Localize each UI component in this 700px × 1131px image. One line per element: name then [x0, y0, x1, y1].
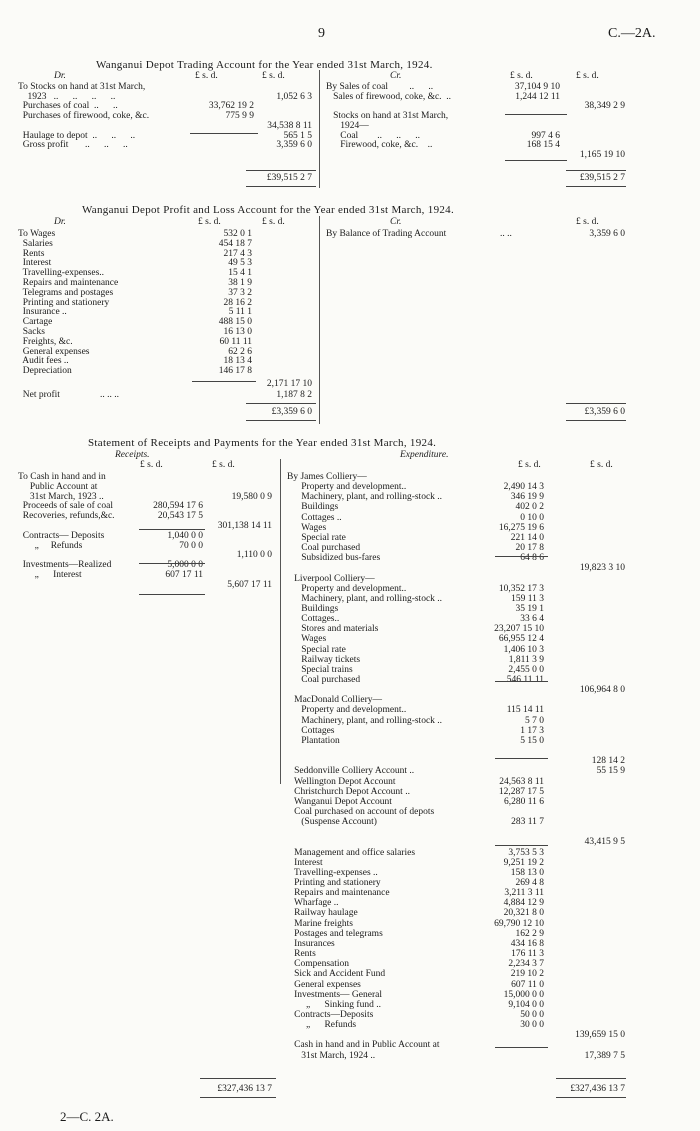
row-amount-b: 5,607 17 11 — [227, 579, 272, 590]
pl-item-value: 62 2 6 — [228, 346, 252, 357]
pl-item-label: Insurance .. — [18, 307, 67, 318]
rule — [246, 403, 316, 404]
pl-item-value: 37 3 2 — [228, 287, 252, 298]
row-label: Cottages — [287, 725, 335, 736]
row-label: Insurances — [287, 938, 335, 949]
rule — [246, 186, 316, 187]
row-amount-a: 607 17 11 — [165, 570, 203, 580]
row-label: Recoveries, refunds,&c. — [18, 511, 115, 522]
stmt-divider — [280, 459, 281, 784]
row-amount-a: 1,040 0 0 — [167, 530, 203, 541]
row-amount-a: 16,275 19 6 — [498, 522, 544, 533]
pl-item-label: Telegrams and postages — [18, 287, 114, 298]
row-amount-a: 1,406 10 3 — [503, 644, 544, 655]
pl-item-label: Freights, &c. — [18, 336, 73, 347]
row-label: Public Account at — [18, 481, 98, 492]
trading-cur-b: £ s. d. — [262, 71, 285, 81]
row-label: Rents — [287, 949, 316, 960]
row-amount-a: 20,321 8 0 — [503, 908, 544, 919]
pl-item-label: Travelling-expenses.. — [18, 268, 105, 279]
row-label: Investments— General — [287, 989, 382, 1000]
row-label: Proceeds of sale of coal — [18, 501, 113, 512]
pl-cr-val: 3,359 6 0 — [589, 229, 625, 239]
pl-cr-dots: .. .. — [500, 229, 512, 239]
rule — [139, 563, 205, 564]
pl-item-label: Audit fees .. — [18, 356, 69, 367]
row-amount-a: 66,955 12 4 — [498, 634, 544, 645]
pl-item-label: Rents — [18, 248, 45, 259]
row-label: Wanganui Depot Account — [287, 796, 392, 807]
pl-item-value: 146 17 8 — [218, 366, 252, 377]
rule — [139, 529, 205, 530]
pl-title: Wanganui Depot Profit and Loss Account for the Year ended 31st March, 1924. — [82, 204, 455, 216]
row-label: Seddonville Colliery Account .. — [287, 766, 415, 777]
rule — [566, 186, 626, 187]
row-amount-a: 1,811 3 9 — [508, 654, 544, 665]
trading-right-total: £39,515 2 7 — [579, 173, 625, 183]
rule — [566, 420, 626, 421]
pl-item-label: Sacks — [18, 327, 45, 337]
row-amount-a: 37,104 9 10 — [514, 82, 560, 92]
rule — [556, 1097, 626, 1098]
row-amount-a: 30 0 0 — [520, 1020, 544, 1031]
row-label: Stocks on hand at 31st March, — [326, 111, 449, 122]
pl-net: 1,187 8 2 — [276, 390, 312, 400]
row-amount-a: 546 11 11 — [506, 675, 544, 685]
row-amount-a: 64 8 6 — [520, 553, 544, 564]
rule — [190, 133, 258, 134]
row-label: Coal purchased on account of depots — [287, 806, 435, 817]
pl-item-label: Salaries — [18, 238, 53, 249]
row-amount-a: 50 0 0 — [520, 1009, 544, 1020]
pl-item-value: 16 13 0 — [223, 327, 252, 337]
pl-item-value: 28 16 2 — [223, 297, 252, 308]
row-amount-a: 3,211 3 11 — [504, 888, 544, 899]
row-label: Sales of firewood, coke, &c. .. — [326, 91, 452, 102]
row-label: Contracts—Deposits — [287, 1009, 374, 1020]
trading-dr: Dr. — [54, 71, 66, 81]
row-amount-a: 23,207 15 10 — [494, 624, 544, 635]
row-amount-a: 402 0 2 — [515, 502, 544, 513]
row-amount-a: 176 11 3 — [511, 949, 544, 960]
footer-signature: 2—C. 2A. — [60, 1109, 114, 1124]
row-amount-a: 607 11 0 — [511, 979, 544, 990]
rule — [495, 845, 548, 846]
rule — [495, 681, 548, 682]
row-amount-b: 128 14 2 — [591, 756, 625, 767]
trading-left-total: £39,515 2 7 — [266, 173, 312, 183]
rule — [495, 758, 548, 759]
row-amount-a: 20,543 17 5 — [157, 511, 203, 522]
row-label: Special rate — [287, 532, 346, 543]
row-label: Special rate — [287, 644, 346, 655]
row-amount-a: 219 10 2 — [510, 969, 544, 980]
row-amount-b: 38,349 2 9 — [584, 101, 625, 112]
rule — [505, 114, 567, 115]
pl-item-value: 15 4 1 — [228, 268, 252, 279]
pl-item-label: Depreciation — [18, 366, 72, 377]
pl-item-value: 18 13 4 — [223, 356, 252, 367]
row-label: Coal purchased — [287, 675, 361, 685]
row-amount-a: 221 14 0 — [510, 532, 544, 543]
row-label: Property and development.. — [287, 482, 407, 493]
pl-item-value: 49 5 3 — [228, 258, 252, 269]
row-amount-a: 20 17 8 — [515, 543, 544, 554]
pl-item-value: 488 15 0 — [218, 317, 252, 328]
row-amount-b: 106,964 8 0 — [579, 685, 625, 696]
row-label: 31st March, 1923 .. — [18, 491, 104, 502]
row-label: Postages and telegrams — [287, 928, 383, 939]
row-label: Cottages.. — [287, 614, 340, 625]
rule — [200, 1078, 276, 1079]
pl-total: £3,359 6 0 — [271, 407, 312, 417]
row-amount-b: 43,415 9 5 — [584, 837, 625, 848]
row-amount-a: 5 7 0 — [525, 715, 544, 726]
row-amount-a: 997 4 6 — [531, 130, 560, 141]
pl-item-value: 5 11 1 — [228, 307, 252, 318]
row-amount-a: 115 14 11 — [506, 705, 544, 716]
row-amount-a: 9,104 0 0 — [508, 999, 544, 1010]
pl-item-label: To Wages — [18, 229, 56, 239]
row-label: Coal .. .. .. — [326, 130, 420, 141]
row-label: Gross profit .. .. .. — [18, 140, 128, 151]
row-label: Marine freights — [287, 918, 353, 929]
pl-cur-c: £ s. d. — [576, 217, 599, 227]
row-amount-a: 33 6 4 — [520, 614, 544, 625]
row-label: Wages — [287, 634, 327, 645]
row-label: Machinery, plant, and rolling-stock .. — [287, 492, 443, 503]
pl-cr-total: £3,359 6 0 — [584, 407, 625, 417]
rule — [246, 420, 316, 421]
row-amount-a: 2,234 3 7 — [508, 959, 544, 970]
row-amount-b: 301,138 14 11 — [217, 521, 272, 531]
row-label: Printing and stationery — [287, 878, 381, 888]
pl-net-label: Net profit — [18, 390, 60, 400]
pl-item-value: 217 4 3 — [223, 248, 252, 259]
row-amount-a: 158 13 0 — [510, 867, 544, 878]
row-amount-b: 19,580 0 9 — [231, 491, 272, 502]
pl-net-dots: .. .. .. — [100, 390, 119, 400]
row-label: Wellington Depot Account — [287, 776, 396, 787]
trading-title: Wanganui Depot Trading Account for the Year ended 31st March, 1924. — [96, 59, 433, 71]
pl-item-label: Cartage — [18, 317, 53, 328]
rec-cur-b: £ s. d. — [212, 460, 235, 470]
row-label: Coal purchased — [287, 543, 361, 554]
pl-subtotal: 2,171 17 10 — [266, 379, 312, 389]
row-label: Interest — [287, 857, 323, 868]
row-label: Compensation — [287, 959, 350, 970]
trading-divider — [319, 70, 320, 188]
row-label: Haulage to depot .. .. .. — [18, 130, 136, 141]
row-amount-b: 139,659 15 0 — [575, 1030, 625, 1041]
row-label: Property and development.. — [287, 705, 407, 716]
row-label: To Stocks on hand at 31st March, — [18, 82, 146, 92]
row-label: Investments—Realized — [18, 560, 112, 571]
pl-item-value: 38 1 9 — [228, 278, 252, 288]
row-label: „ Refunds — [18, 540, 83, 551]
row-amount-a: 0 10 0 — [520, 512, 544, 523]
row-label: „ Refunds — [287, 1020, 357, 1031]
row-label: To Cash in hand and in — [18, 472, 106, 482]
row-label: Management and office salaries — [287, 847, 416, 858]
row-label: Machinery, plant, and rolling-stock .. — [287, 593, 443, 604]
trading-cur-c: £ s. d. — [510, 71, 533, 81]
row-label: Railway tickets — [287, 654, 361, 665]
row-label: „ Interest — [18, 570, 82, 580]
row-amount-a: 10,352 17 3 — [498, 583, 544, 594]
exp-cur-b: £ s. d. — [590, 460, 613, 470]
row-amount-a: 159 11 3 — [511, 593, 544, 604]
row-amount-a: 269 4 8 — [515, 878, 544, 888]
pl-item-value: 60 11 11 — [219, 336, 252, 347]
row-amount-a: 3,753 5 3 — [508, 847, 544, 858]
row-label: Liverpool Colliery— — [287, 573, 375, 584]
row-amount-b: 1,052 6 3 — [276, 91, 312, 102]
row-label: Special trains — [287, 664, 353, 675]
stmt-expenditure-head: Expenditure. — [400, 450, 449, 460]
pl-item-label: Printing and stationery — [18, 297, 110, 308]
row-label: 1924— — [326, 120, 369, 131]
row-amount-a: 5 15 0 — [520, 735, 544, 746]
row-label: 31st March, 1924 .. — [287, 1050, 376, 1061]
row-amount-a: 24,563 8 11 — [499, 776, 544, 787]
row-amount-a: 283 11 7 — [511, 817, 544, 828]
row-label: 1923 .. .. .. .. — [18, 91, 116, 102]
rule — [246, 170, 316, 171]
rule — [139, 594, 205, 595]
rule — [495, 556, 548, 557]
rule — [505, 160, 567, 161]
row-amount-a: 4,884 12 9 — [503, 898, 544, 909]
row-label: Plantation — [287, 735, 340, 746]
row-label: Purchases of coal .. .. — [18, 101, 118, 112]
row-label: Christchurch Depot Account .. — [287, 786, 410, 797]
row-label: Wharfage .. — [287, 898, 339, 909]
row-amount-a: 9,251 19 2 — [503, 857, 544, 868]
row-amount-b: 55 15 9 — [596, 766, 625, 777]
row-label: By James Colliery— — [287, 472, 367, 482]
trading-cur-d: £ s. d. — [576, 71, 599, 81]
row-amount-a: 1,244 12 11 — [515, 91, 560, 102]
stmt-receipts-head: Receipts. — [115, 450, 150, 460]
pl-item-label: General expenses — [18, 346, 90, 357]
rule — [556, 1078, 626, 1079]
rule — [200, 1097, 276, 1098]
row-amount-b: 17,389 7 5 — [584, 1050, 625, 1061]
row-amount-a: 434 16 8 — [510, 938, 544, 949]
row-label: Property and development.. — [287, 583, 407, 594]
trading-cur-a: £ s. d. — [195, 71, 218, 81]
stmt-title: Statement of Receipts and Payments for the Year ended 31st March, 1924. — [88, 437, 437, 449]
row-label: Machinery, plant, and rolling-stock .. — [287, 715, 443, 726]
row-amount-a: 15,000 0 0 — [503, 989, 544, 1000]
row-amount-b: 34,538 8 11 — [267, 120, 312, 131]
row-amount-a: 162 2 9 — [515, 928, 544, 939]
document-reference: C.—2A. — [608, 26, 656, 41]
row-amount-a: 280,594 17 6 — [153, 501, 203, 512]
row-label: Travelling-expenses .. — [287, 867, 378, 878]
rec-cur-a: £ s. d. — [140, 460, 163, 470]
row-amount-a: 775 9 9 — [225, 111, 254, 122]
row-label: (Suspense Account) — [287, 817, 377, 828]
pl-divider — [319, 216, 320, 424]
pl-cur-b: £ s. d. — [262, 217, 285, 227]
row-label: Stores and materials — [287, 624, 379, 635]
row-label: Buildings — [287, 603, 339, 614]
row-amount-b: 3,359 6 0 — [276, 140, 312, 151]
row-label: Purchases of firewood, coke, &c. — [18, 111, 150, 122]
pl-item-value: 454 18 7 — [218, 238, 252, 249]
row-amount-a: 1 17 3 — [520, 725, 544, 736]
row-label: Subsidized bus-fares — [287, 553, 381, 564]
pl-cur-a: £ s. d. — [198, 217, 221, 227]
row-amount-a: 346 19 9 — [510, 492, 544, 503]
row-amount-a: 69,790 12 10 — [494, 918, 544, 929]
rule — [566, 170, 626, 171]
pl-cr-text: By Balance of Trading Account — [326, 229, 447, 239]
rule — [566, 403, 626, 404]
row-amount-b: 1,110 0 0 — [236, 550, 272, 561]
row-amount-a: 168 15 4 — [526, 140, 560, 151]
row-amount-b: 19,823 3 10 — [579, 563, 625, 574]
row-label: Cash in hand and in Public Account at — [287, 1040, 440, 1051]
rec-total: £327,436 13 7 — [217, 1084, 272, 1094]
pl-dr: Dr. — [54, 217, 66, 227]
rule — [495, 1047, 548, 1048]
row-amount-a: 12,287 17 5 — [498, 786, 544, 797]
row-amount-a: 6,280 11 6 — [503, 796, 544, 807]
row-label: „ Sinking fund .. — [287, 999, 381, 1010]
row-label: Contracts— Deposits — [18, 530, 105, 541]
row-label: Wages — [287, 522, 327, 533]
pl-item-label: Repairs and maintenance — [18, 278, 119, 288]
row-label: General expenses — [287, 979, 361, 990]
row-label: Firewood, coke, &c. .. — [326, 140, 433, 151]
pl-cr: Cr. — [390, 217, 402, 227]
row-label: Repairs and maintenance — [287, 888, 390, 899]
exp-cur-a: £ s. d. — [518, 460, 541, 470]
row-amount-a: 70 0 0 — [179, 540, 203, 551]
row-amount-a: 2,490 14 3 — [503, 482, 544, 493]
row-label: Buildings — [287, 502, 339, 513]
row-label: Railway haulage — [287, 908, 358, 919]
trading-cr: Cr. — [390, 71, 402, 81]
row-label: Sick and Accident Fund — [287, 969, 386, 980]
row-amount-b: 565 1 5 — [283, 130, 312, 141]
page-number: 9 — [318, 26, 325, 41]
row-label: MacDonald Colliery— — [287, 695, 382, 706]
exp-total: £327,436 13 7 — [570, 1084, 625, 1094]
pl-item-label: Interest — [18, 258, 52, 269]
row-label: Cottages .. — [287, 512, 342, 523]
row-amount-b: 1,165 19 10 — [579, 149, 625, 160]
row-amount-a: 5,000 0 0 — [167, 560, 203, 571]
row-amount-a: 33,762 19 2 — [208, 101, 254, 112]
row-amount-a: 35 19 1 — [515, 603, 544, 614]
row-amount-a: 2,455 0 0 — [508, 664, 544, 675]
pl-item-value: 532 0 1 — [223, 229, 252, 239]
row-label: By Sales of coal .. .. — [326, 82, 434, 92]
